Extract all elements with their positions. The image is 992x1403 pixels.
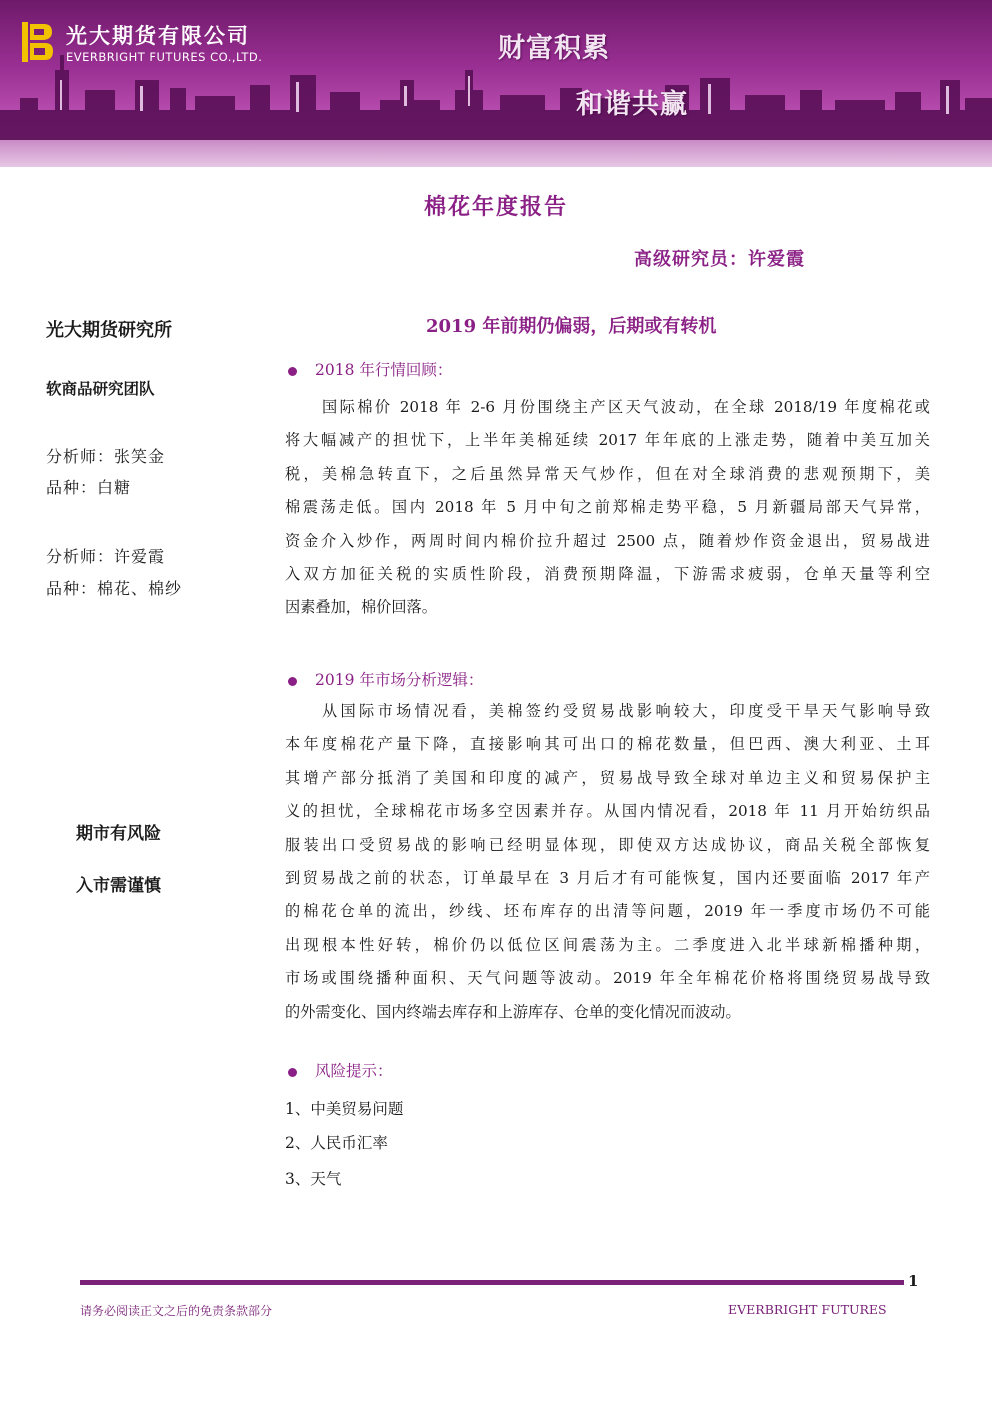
paragraph-line: 从国际市场情况看，美棉签约受贸易战影响较大，印度受干旱天气影响导致 [322,702,930,720]
footer-disclaimer: 请务必阅读正文之后的免责条款部分 [80,1304,273,1318]
paragraph-line: 义的担忧，全球棉花市场多空因素并存。从国内情况看，2018 年 11 月开始纺织品 [285,802,930,821]
company-logo [22,22,54,62]
paragraph-line: 棉震荡走低。国内 2018 年 5 月中旬之前郑棉走势平稳，5 月新疆局部天气异常， [285,498,930,517]
section-heading-risk [288,1059,393,1081]
paragraph-line: 的外需变化、国内终端去库存和上游库存、仓单的变化情况而波动。 [285,1002,741,1021]
paragraph-line: 本年度棉花产量下降，直接影响其可出口的棉花数量，但巴西、澳大利亚、土耳 [285,735,930,754]
main-title: 2019 年前期仍偏弱，后期或有转机 [426,316,717,337]
paragraph-line: 的棉花仓单的流出，纱线、坯布库存的出清等问题，2019 年一季度市场仍不可能 [285,902,930,921]
paragraph-line: 税，美棉急转直下，之后虽然异常天气炒作，但在对全球消费的悲观预期下，美 [285,464,930,483]
paragraph-line: 服装出口受贸易战的影响已经明显体现，即使双方达成协议，商品关税全部恢复 [285,835,930,854]
researcher-name: 高级研究员：许爱霞 [634,249,805,270]
variety-1: 品种：白糖 [46,478,132,497]
footer-divider [80,1280,904,1285]
team-name: 软商品研究团队 [46,379,155,398]
paragraph-line: 因素叠加，棉价回落。 [285,598,437,617]
section-heading-analysis [288,668,483,690]
paragraph-analysis [285,695,930,1029]
risk-item-1: 1、中美贸易问题 [285,1100,404,1118]
paragraph-line: 入双方加征关税的实质性阶段，消费预期降温，下游需求疲弱，仓单天量等利空 [285,564,930,583]
paragraph-line: 市场或围绕播种面积、天气问题等波动。2019 年全年棉花价格将围绕贸易战导致 [285,969,930,988]
paragraph-line: 到贸易战之前的状态，订单最早在 3 月后才有可能恢复，国内还要面临 2017 年产 [285,868,930,887]
bullet-icon [288,367,297,376]
slogan-line1: 财富积累 [498,33,610,64]
risk-warning-line2: 入市需谨慎 [76,876,161,896]
section-heading-text: 风险提示： [315,1062,393,1080]
company-name-cn: 光大期货有限公司 [66,24,250,48]
paragraph-line: 国际棉价 2018 年 2-6 月份围绕主产区天气波动，在全球 2018/19 年度棉花或 [322,398,930,416]
section-heading-text: 2018 年行情回顾： [315,361,453,379]
section-heading-review [288,358,452,380]
institute-name: 光大期货研究所 [46,320,172,341]
page-number: 1 [908,1272,919,1290]
analyst-2: 分析师：许爱霞 [46,547,166,566]
bullet-icon [288,1068,297,1077]
paragraph-line: 将大幅减产的担忧下，上半年美棉延续 2017 年年底的上涨走势，随着中美互加关 [285,431,930,450]
variety-2: 品种：棉花、棉纱 [46,579,183,598]
paragraph-line: 其增产部分抵消了美国和印度的减产，贸易战导致全球对单边主义和贸易保护主 [285,768,930,787]
footer-brand: EVERBRIGHT FUTURES [728,1302,887,1317]
section-heading-text: 2019 年市场分析逻辑： [315,671,484,689]
risk-item-3: 3、天气 [285,1170,342,1188]
analyst-1: 分析师：张笑金 [46,447,166,466]
paragraph-line: 出现根本性好转，棉价仍以低位区间震荡为主。二季度进入北半球新棉播种期， [285,935,930,954]
company-name-en: EVERBRIGHT FUTURES CO.,LTD. [66,50,263,64]
report-title: 棉花年度报告 [423,194,568,220]
slogan-line2: 和谐共赢 [576,89,688,120]
header-banner [0,0,992,167]
risk-item-2: 2、人民币汇率 [285,1134,388,1152]
paragraph-review [285,391,930,625]
paragraph-line: 资金介入炒作，两周时间内棉价拉升超过 2500 点，随着炒作资金退出，贸易战进 [285,531,930,550]
risk-warning-line1: 期市有风险 [76,824,161,844]
bullet-icon [288,677,297,686]
